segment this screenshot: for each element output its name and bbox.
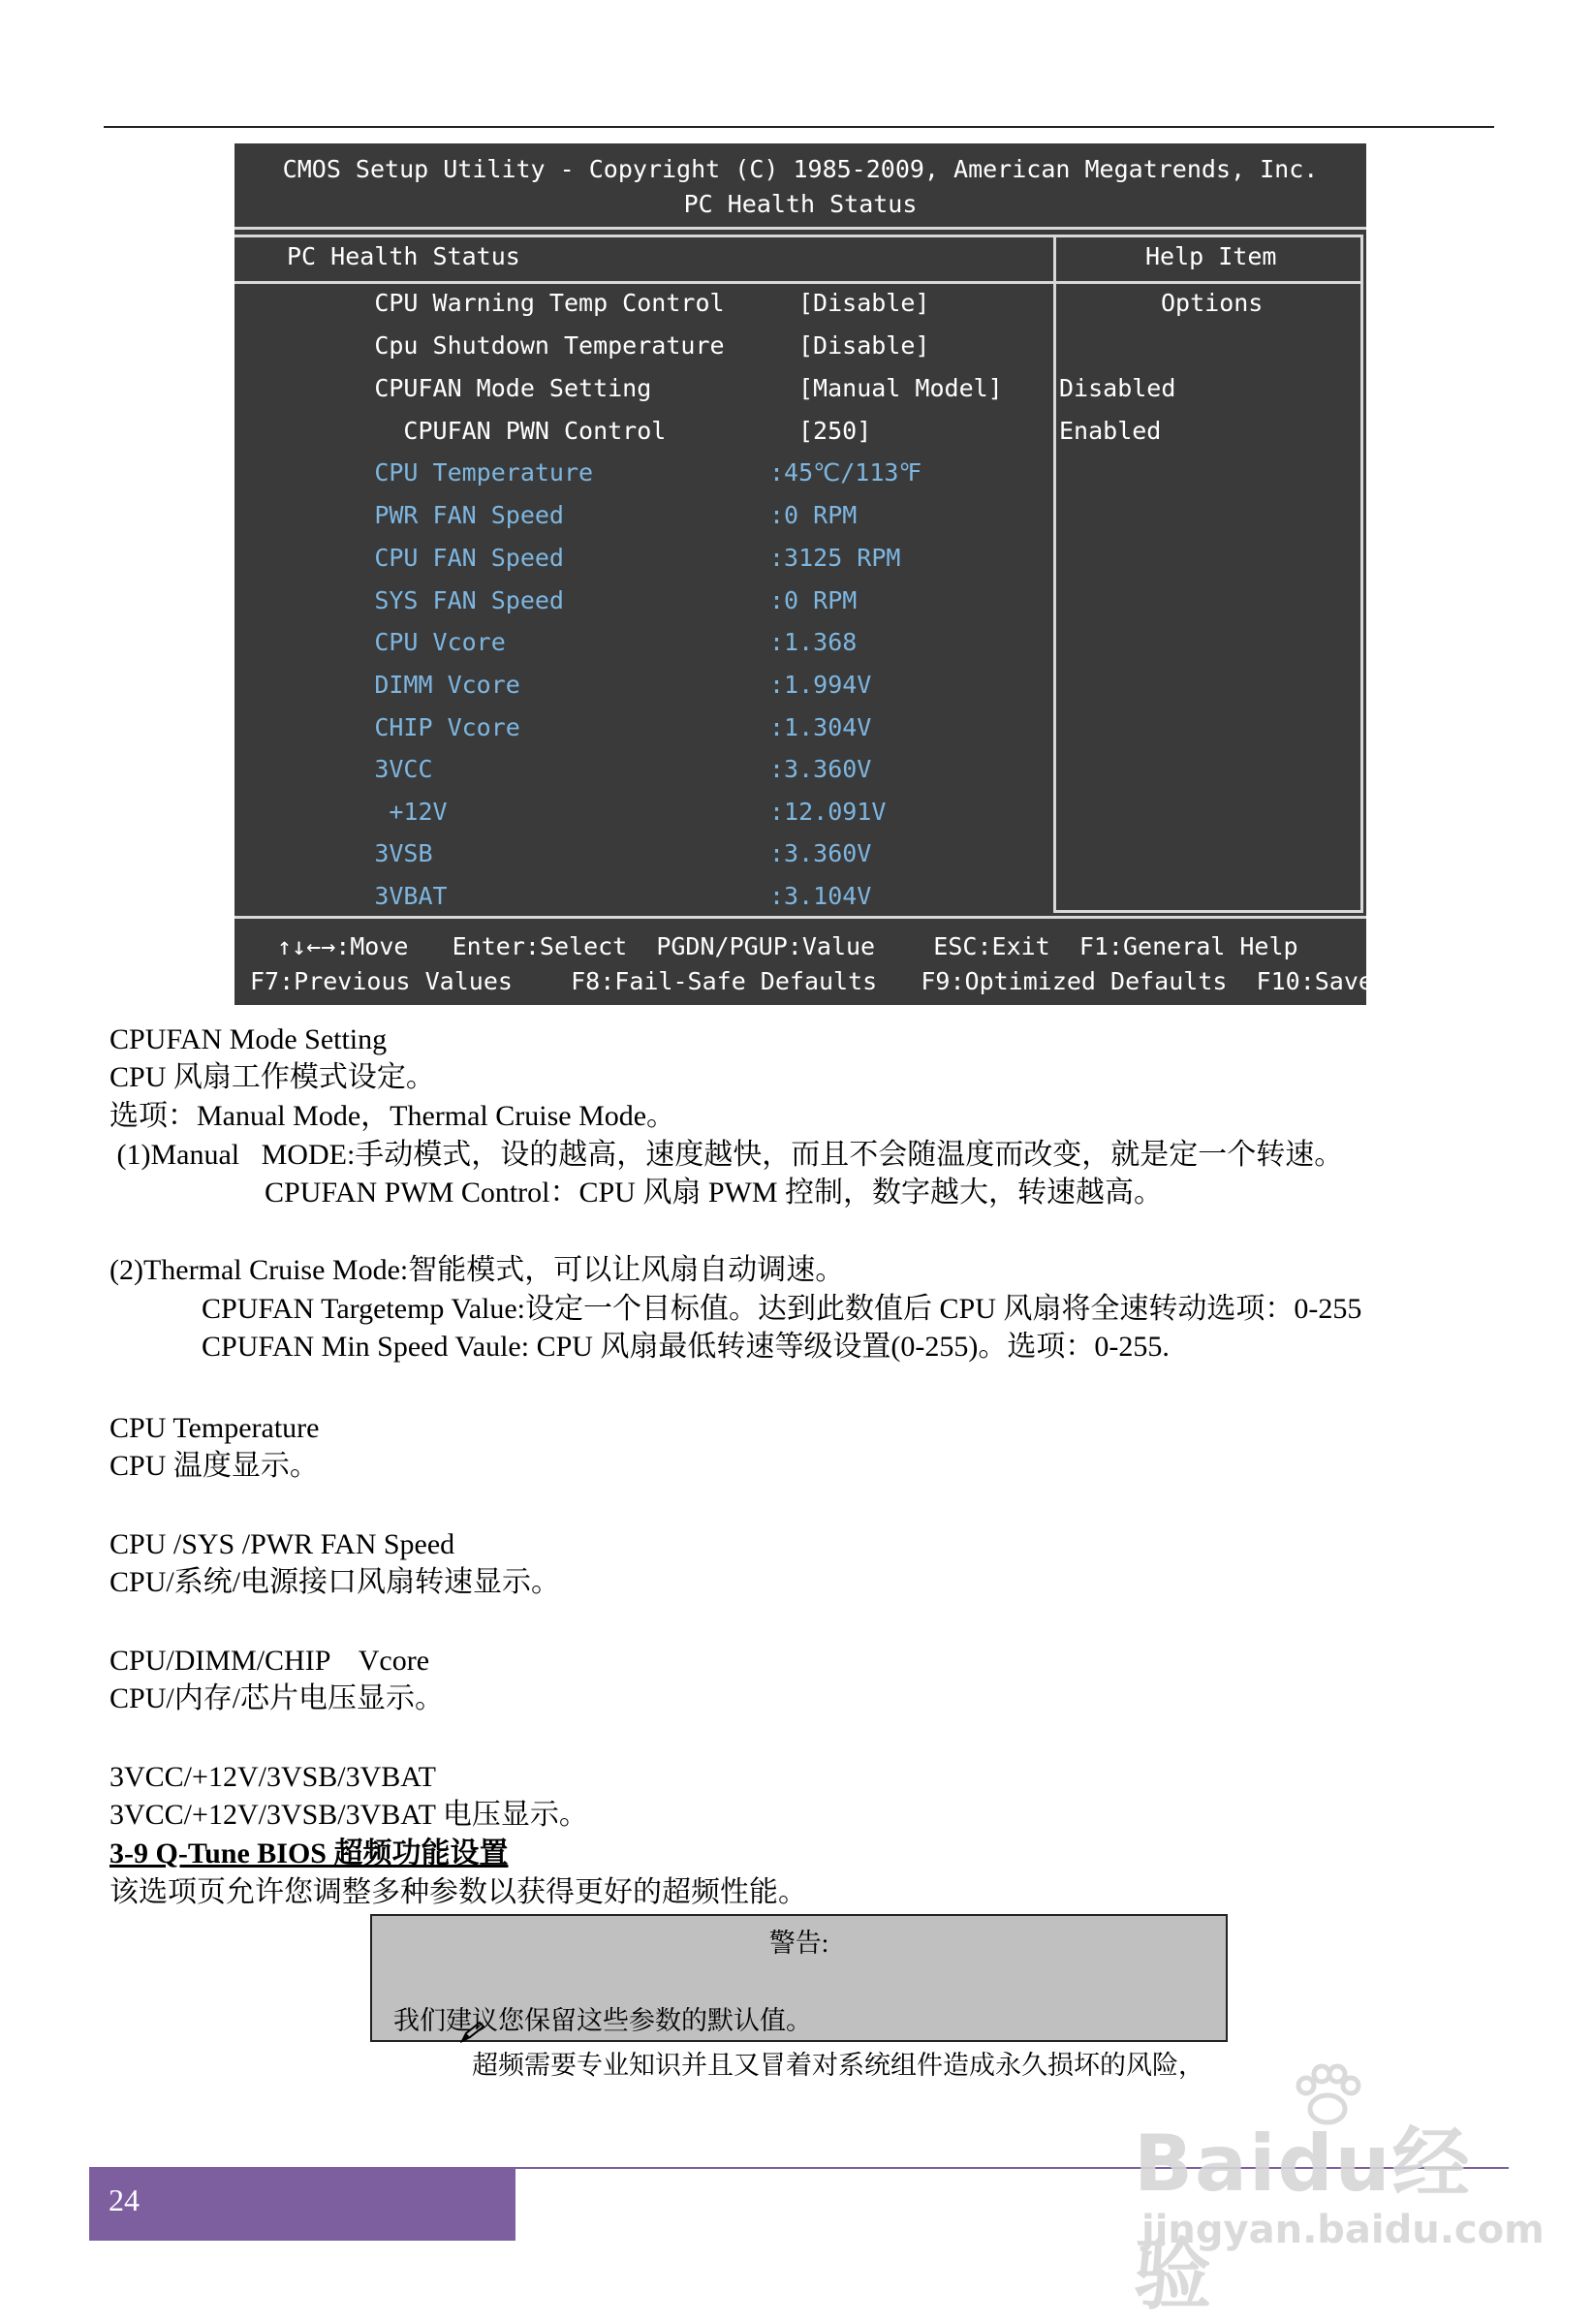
monitor-3vcc xyxy=(287,755,1081,794)
monitor-label: PWR FAN Speed xyxy=(374,501,564,529)
setting-cpu-warning-temp[interactable] xyxy=(287,289,1081,328)
para-manual-mode: (1)Manual MODE:手动模式，设的越高，速度越快，而且不会随温度而改变，就是定一个转速。 xyxy=(109,1139,1344,1171)
help-options: Options xyxy=(1161,289,1264,317)
para-fan-speed-desc: CPU/系统/电源接口风扇转速显示。 xyxy=(109,1566,561,1598)
para-targetemp: CPUFAN Targetemp Value:设定一个目标值。达到此数值后 CPU 风扇将全速转动选项：0-255 xyxy=(202,1293,1362,1325)
help-frame xyxy=(1053,235,1363,913)
setting-value[interactable]: [250] xyxy=(798,417,872,445)
warning-line1-text: 超频需要专业知识并且又冒着对系统组件造成永久损坏的风险， xyxy=(472,2051,1204,2080)
monitor-label: CPU FAN Speed xyxy=(374,544,564,572)
para-cpu-temp-title: CPU Temperature xyxy=(109,1412,320,1444)
key-legend-line1: ↑↓←→:Move Enter:Select PGDN/PGUP:Value ESC:Exit F1:General Help xyxy=(277,932,1298,960)
monitor-value: :3.104V xyxy=(769,882,872,910)
para-voltage-desc: 3VCC/+12V/3VSB/3VBAT 电压显示。 xyxy=(109,1799,588,1831)
monitor-cpu-vcore xyxy=(287,628,1081,667)
page-number: 24 xyxy=(109,2183,140,2217)
para-cpufan-mode-desc: CPU 风扇工作模式设定。 xyxy=(109,1061,435,1093)
monitor-label: 3VCC xyxy=(374,755,433,783)
bios-panel xyxy=(234,235,1366,913)
monitor-value: :45℃/113℉ xyxy=(769,458,922,487)
para-cpu-temp-desc: CPU 温度显示。 xyxy=(109,1450,319,1482)
title-divider xyxy=(234,227,1366,230)
monitor-value: :3.360V xyxy=(769,839,872,867)
monitor-value: :0 RPM xyxy=(769,501,858,529)
monitor-label: +12V xyxy=(374,798,448,826)
watermark-url: jingyan.baidu.com xyxy=(1141,2208,1545,2252)
monitor-label: 3VSB xyxy=(374,839,433,867)
help-header: Help Item xyxy=(1145,242,1277,270)
footer-page-block xyxy=(89,2169,515,2241)
para-voltage-title: 3VCC/+12V/3VSB/3VBAT xyxy=(109,1761,436,1793)
monitor-sys-fan-speed xyxy=(287,586,1081,625)
section-header: PC Health Status xyxy=(287,242,520,270)
monitor-3vsb xyxy=(287,839,1081,878)
setting-value[interactable]: [Disable] xyxy=(798,331,930,360)
bios-copyright: CMOS Setup Utility - Copyright (C) 1985-2009, American Megatrends, Inc. xyxy=(282,155,1319,183)
monitor-pwr-fan-speed xyxy=(287,501,1081,540)
monitor-value: :3125 RPM xyxy=(769,544,901,572)
para-fan-speed-title: CPU /SYS /PWR FAN Speed xyxy=(109,1528,455,1560)
header-rule xyxy=(104,126,1494,128)
monitor-value: :12.091V xyxy=(769,798,887,826)
setting-label: CPU Warning Temp Control xyxy=(374,289,725,317)
monitor-value: :3.360V xyxy=(769,755,872,783)
help-enabled: Enabled xyxy=(1059,417,1162,445)
warning-title: 警告: xyxy=(768,1929,829,1958)
help-divider xyxy=(1053,281,1363,284)
monitor-label: CPU Temperature xyxy=(374,458,594,487)
monitor-value: :1.368 xyxy=(769,628,858,656)
monitor-label: SYS FAN Speed xyxy=(374,586,564,614)
key-legend-line2: F7:Previous Values F8:Fail-Safe Defaults F9:Optimized Defaults F10:Save xyxy=(250,967,1373,995)
section-heading-qtune: 3-9 Q-Tune BIOS 超频功能设置 xyxy=(109,1837,509,1869)
warning-box xyxy=(370,1914,1228,2080)
monitor-value: :1.994V xyxy=(769,671,872,699)
monitor-label: CPU Vcore xyxy=(374,628,506,656)
bios-screenshot xyxy=(234,143,1373,1005)
monitor-3vbat xyxy=(287,882,1081,921)
para-min-speed: CPUFAN Min Speed Vaule: CPU 风扇最低转速等级设置(0-255)。选项：0-255. xyxy=(202,1331,1170,1363)
setting-cpufan-pwn-control[interactable] xyxy=(287,417,1081,455)
bios-key-legend xyxy=(234,923,1373,1005)
para-thermal-cruise: (2)Thermal Cruise Mode:智能模式，可以让风扇自动调速。 xyxy=(109,1254,845,1286)
bios-title-bar xyxy=(234,143,1366,227)
setting-value[interactable]: [Manual Model] xyxy=(798,374,1003,402)
para-qtune-desc: 该选项页允许您调整多种参数以获得更好的超频性能。 xyxy=(109,1876,807,1908)
setting-value[interactable]: [Disable] xyxy=(798,289,930,317)
warning-line2: 我们建议您保留这些参数的默认值。 xyxy=(393,2006,812,2035)
monitor-value: :0 RPM xyxy=(769,586,858,614)
monitor-12v xyxy=(287,798,1081,836)
monitor-dimm-vcore xyxy=(287,671,1081,709)
para-pwm-control: CPUFAN PWM Control：CPU 风扇 PWM 控制，数字越大，转速越高。 xyxy=(265,1177,1164,1209)
setting-cpufan-mode[interactable] xyxy=(287,374,1081,413)
baidu-watermark xyxy=(1134,2062,1545,2320)
bios-page-title: PC Health Status xyxy=(683,190,918,218)
monitor-label: CHIP Vcore xyxy=(374,713,520,741)
monitor-chip-vcore xyxy=(287,713,1081,752)
setting-label: Cpu Shutdown Temperature xyxy=(374,331,725,360)
para-cpufan-mode-title: CPUFAN Mode Setting xyxy=(109,1023,388,1055)
para-vcore-title: CPU/DIMM/CHIP Vcore xyxy=(109,1645,430,1677)
monitor-value: :1.304V xyxy=(769,713,872,741)
setting-label: CPUFAN PWN Control xyxy=(374,417,667,445)
setting-label: CPUFAN Mode Setting xyxy=(374,374,652,402)
para-vcore-desc: CPU/内存/芯片电压显示。 xyxy=(109,1682,445,1714)
para-options: 选项：Manual Mode，Thermal Cruise Mode。 xyxy=(109,1100,676,1132)
footer-divider xyxy=(234,916,1366,919)
help-disabled: Disabled xyxy=(1059,374,1176,402)
monitor-label: 3VBAT xyxy=(374,882,448,910)
watermark-logo: Baidu经验 xyxy=(1134,2119,1472,2320)
monitor-cpu-temperature xyxy=(287,458,1081,497)
monitor-cpu-fan-speed xyxy=(287,544,1081,582)
monitor-label: DIMM Vcore xyxy=(374,671,520,699)
section-divider xyxy=(234,281,1056,284)
setting-cpu-shutdown-temp[interactable] xyxy=(287,331,1081,370)
